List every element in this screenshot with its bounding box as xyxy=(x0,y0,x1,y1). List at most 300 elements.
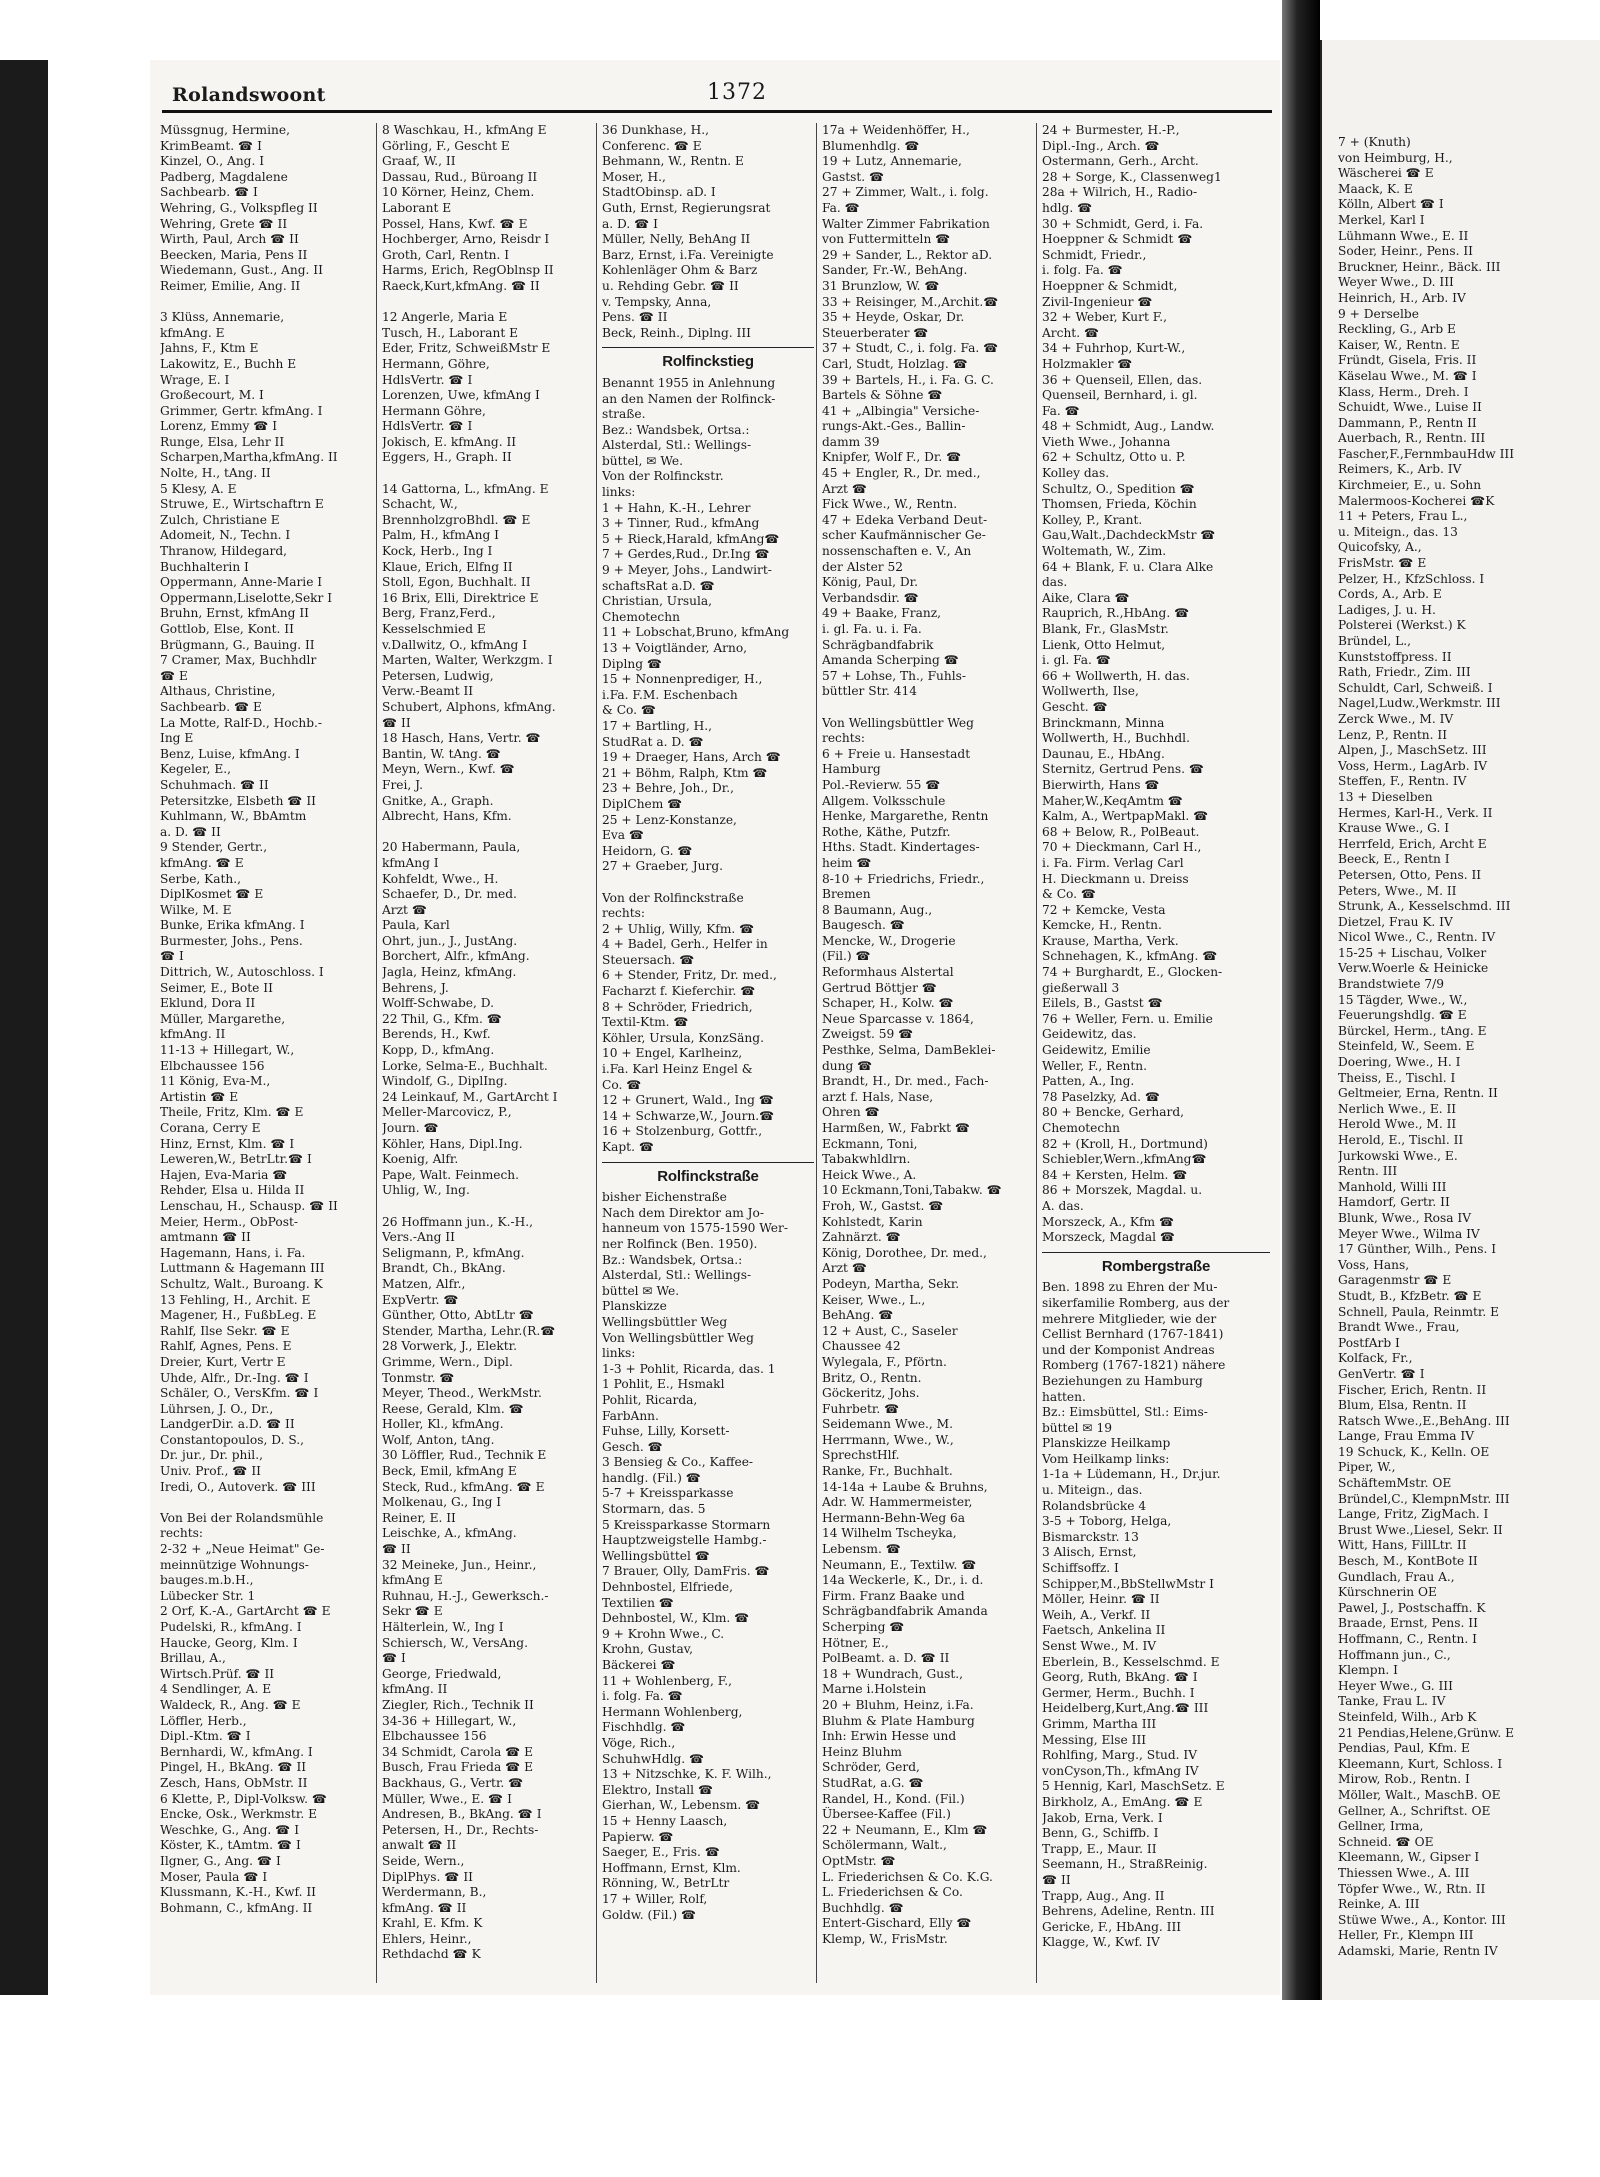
directory-line: Archt. ☎ xyxy=(1042,325,1100,340)
directory-line: Elektro, Install ☎ xyxy=(602,1782,714,1797)
directory-line: DiplPhys. ☎ II xyxy=(382,1869,473,1884)
directory-line: anwalt ☎ II xyxy=(382,1838,457,1853)
directory-line: Beeck, E., Rentn I xyxy=(1338,852,1450,867)
directory-line: Wolf, Anton, tAng. xyxy=(382,1432,495,1447)
directory-line: Rehder, Elsa u. Hilda II xyxy=(160,1183,305,1198)
directory-line: Eggers, H., Graph. II xyxy=(382,450,512,465)
directory-line: Rahlf, Ilse Sekr. ☎ E xyxy=(160,1323,290,1338)
directory-line: Schultz, Walt., Buroang. K xyxy=(160,1276,323,1291)
directory-line xyxy=(822,700,1034,716)
directory-line: Behrens, Adeline, Rentn. III xyxy=(1042,1904,1215,1919)
directory-line: Saeger, E., Fris. ☎ xyxy=(602,1845,720,1860)
directory-line: Berg, Franz,Ferd., xyxy=(382,606,496,621)
directory-line: 36 + Quenseil, Ellen, das. xyxy=(1042,372,1203,387)
directory-line: Krause, Martha, Verk. xyxy=(1042,933,1179,948)
facing-page xyxy=(1320,40,1600,2000)
directory-line: Theiss, E., Tischl. I xyxy=(1338,1070,1456,1085)
directory-line: Molkenau, G., Ing I xyxy=(382,1495,502,1510)
directory-line: Ohren ☎ xyxy=(822,1105,880,1120)
directory-line: Krohn, Gustav, xyxy=(602,1642,694,1657)
book-spine xyxy=(1282,0,1320,2000)
column-5 xyxy=(1042,123,1270,1951)
directory-line: Kaiser, W., Rentn. E xyxy=(1338,337,1460,352)
directory-line: L. Friederichsen & Co. xyxy=(822,1885,963,1900)
directory-line: Herrmann, Wwe., W., xyxy=(822,1432,954,1447)
directory-line: Jakob, Erna, Verk. I xyxy=(1042,1810,1163,1825)
directory-line: Hoffmann, Ernst, Klm. xyxy=(602,1860,741,1875)
directory-line: Bäckerei ☎ xyxy=(602,1658,676,1672)
directory-line: 24 Leinkauf, M., GartArcht I xyxy=(382,1089,558,1104)
directory-line: 18 Hasch, Hans, Vertr. ☎ xyxy=(382,731,541,746)
directory-line: Heller, Fr., Klempn III xyxy=(1338,1928,1474,1943)
directory-line: v.Dallwitz, O., kfmAng I xyxy=(382,637,528,652)
directory-line: 41 + „Albingia" Versiche- xyxy=(822,403,980,418)
directory-line: büttler Str. 414 xyxy=(822,684,917,699)
directory-line: Müller, Margarethe, xyxy=(160,1011,286,1026)
directory-line: Georg, Ruth, BkAng. ☎ I xyxy=(1042,1670,1198,1685)
directory-line: büttel, ✉ We. xyxy=(602,453,684,468)
directory-line: Backhaus, G., Vertr. ☎ xyxy=(382,1775,524,1790)
directory-line: Tabakwhldlrn. xyxy=(822,1152,911,1167)
directory-line: Hinz, Ernst, Klm. ☎ I xyxy=(160,1136,295,1151)
directory-line: FarbAnn. xyxy=(602,1408,659,1423)
directory-line: Rothe, Käthe, Putzfr. xyxy=(822,824,951,839)
directory-line xyxy=(382,466,594,482)
directory-line: 17 + Bartling, H., xyxy=(602,718,712,733)
directory-line: Von Bei der Rolandsmühle xyxy=(160,1510,324,1525)
directory-line: Kohlstedt, Karin xyxy=(822,1214,923,1229)
directory-line: Manhold, Willi III xyxy=(1338,1179,1447,1194)
directory-line: 1 Pohlit, E., Hsmakl xyxy=(602,1377,725,1392)
column-rule xyxy=(376,123,377,1983)
directory-line: Von Wellingsbüttler Weg xyxy=(822,715,974,730)
directory-line: Theile, Fritz, Klm. ☎ E xyxy=(160,1105,304,1120)
directory-line: Diplng ☎ xyxy=(602,656,663,671)
directory-line: Vom Heilkamp links: xyxy=(1042,1451,1170,1466)
column-1 xyxy=(160,123,374,1916)
directory-line: Heidelberg,Kurt,Ang.☎ III xyxy=(1042,1701,1209,1716)
directory-line: 70 + Dieckmann, Carl H., xyxy=(1042,840,1202,855)
directory-line: Matzen, Alfr., xyxy=(382,1276,466,1291)
directory-line: 7 Brauer, Olly, DamFris. ☎ xyxy=(602,1564,770,1579)
directory-line: 34 Schmidt, Carola ☎ E xyxy=(382,1744,534,1759)
directory-line: Albrecht, Hans, Kfm. xyxy=(382,809,512,824)
directory-line: Werdermann, B., xyxy=(382,1885,487,1900)
directory-line: Meller-Marcovicz, P., xyxy=(382,1105,512,1120)
directory-line: 19 Schuck, K., Kelln. OE xyxy=(1338,1444,1490,1459)
directory-line: kfmAng. II xyxy=(160,1027,226,1042)
directory-line: Leischke, A., kfmAng. xyxy=(382,1526,517,1541)
directory-line: Rath, Friedr., Zim. III xyxy=(1338,665,1471,680)
directory-line: meinnützige Wohnungs- xyxy=(160,1557,309,1572)
directory-line: Seimer, E., Bote II xyxy=(160,980,273,995)
directory-line: 15 + Nonnenprediger, H., xyxy=(602,672,763,687)
directory-line: 8 Baumann, Aug., xyxy=(822,902,933,917)
directory-line: Fa. ☎ xyxy=(822,200,860,215)
directory-line: Heinz Bluhm xyxy=(822,1744,902,1759)
directory-line: heim ☎ xyxy=(822,855,872,870)
directory-line: 21 Pendias,Helene,Grünw. E xyxy=(1338,1725,1514,1740)
directory-line: H. Dieckmann u. Dreiss xyxy=(1042,871,1189,886)
directory-line: Heick Wwe., A. xyxy=(822,1167,917,1182)
directory-line: Christian, Ursula, xyxy=(602,594,713,609)
directory-line: Kalm, A., WertpapMakl. ☎ xyxy=(1042,809,1209,824)
directory-line: Keiser, Wwe., L., xyxy=(822,1292,926,1307)
directory-line: Artistin ☎ E xyxy=(160,1089,239,1104)
directory-line: Hamburg xyxy=(822,762,881,777)
directory-line: PostfArb I xyxy=(1338,1335,1400,1350)
directory-line: 30 + Schmidt, Gerd, i. Fa. xyxy=(1042,216,1204,231)
directory-line: Lienk, Otto Helmut, xyxy=(1042,637,1166,652)
directory-line: 34 + Fuhrhop, Kurt-W., xyxy=(1042,341,1186,356)
directory-line: Meyer Wwe., Wilma IV xyxy=(1338,1226,1480,1241)
directory-line: rechts: xyxy=(822,731,865,746)
directory-line: 11 König, Eva-M., xyxy=(160,1074,271,1089)
directory-line: Journ. ☎ xyxy=(382,1121,439,1135)
directory-line: 10 + Engel, Karlheinz, xyxy=(602,1046,743,1061)
directory-line: 14a Weckerle, K., Dr., i. d. xyxy=(822,1573,984,1588)
directory-line: Kopp, D., kfmAng. xyxy=(382,1043,495,1058)
directory-line: 80 + Bencke, Gerhard, xyxy=(1042,1105,1185,1120)
directory-line: 13 Fehling, H., Archit. E xyxy=(160,1292,311,1307)
directory-line: Garagenmstr ☎ E xyxy=(1338,1273,1452,1288)
directory-line: Adomeit, N., Techn. I xyxy=(160,528,291,543)
directory-line: Kleemann, Kurt, Schloss. I xyxy=(1338,1756,1503,1771)
directory-line: 29 + Sander, L., Rektor aD. xyxy=(822,247,993,262)
directory-line: Thomsen, Frieda, Köchin xyxy=(1042,497,1197,512)
directory-line: Göckeritz, Johs. xyxy=(822,1386,920,1401)
directory-line: Dehnbostel, Elfriede, xyxy=(602,1580,733,1595)
directory-line: & Co. ☎ xyxy=(1042,887,1097,902)
directory-line: Jurkowski Wwe., E. xyxy=(1338,1148,1458,1163)
directory-line: 78 Paselzky, Ad. ☎ xyxy=(1042,1089,1161,1104)
directory-line: Maher,W.,KeqAmtm ☎ xyxy=(1042,793,1183,808)
directory-line: Ben. 1898 zu Ehren der Mu- xyxy=(1042,1280,1218,1295)
directory-line: kfmAng. E xyxy=(160,325,225,340)
directory-line: Cords, A., Arb. E xyxy=(1338,587,1442,602)
directory-line: Bründel, L., xyxy=(1338,634,1411,648)
directory-line: 25 + Lenz-Konstanze, xyxy=(602,812,737,827)
directory-line: Windolf, G., DiplIng. xyxy=(382,1074,508,1089)
directory-line: Bluhm & Plate Hamburg xyxy=(822,1713,975,1728)
directory-line: Müller, Nelly, BehAng II xyxy=(602,232,751,247)
directory-line: i.Fa. F.M. Eschenbach xyxy=(602,687,738,702)
directory-line: 13 + Nitzschke, K. F. Wilh., xyxy=(602,1767,772,1782)
directory-line: Wirth, Paul, Arch ☎ II xyxy=(160,232,299,247)
directory-line: Chemotechn xyxy=(1042,1121,1120,1135)
directory-line: Bremen xyxy=(822,887,871,902)
directory-line: 47 + Edeka Verband Deut- xyxy=(822,512,988,527)
directory-line: Reimers, K., Arb. IV xyxy=(1338,462,1462,477)
directory-line: Trapp, Aug., Ang. II xyxy=(1042,1888,1165,1903)
directory-line: Lühmann Wwe., E. II xyxy=(1338,228,1469,243)
column-3 xyxy=(602,123,814,1923)
directory-line: Wiedemann, Gust., Ang. II xyxy=(160,263,323,278)
directory-line: Geidewitz, Emilie xyxy=(1042,1043,1151,1058)
directory-line: Beziehungen zu Hamburg xyxy=(1042,1373,1203,1388)
directory-line: i. folg. Fa. ☎ xyxy=(1042,263,1123,278)
directory-line: straße. xyxy=(602,407,646,422)
directory-line: Gesch. ☎ xyxy=(602,1439,663,1454)
directory-line: Brandt, H., Dr. med., Fach- xyxy=(822,1074,989,1089)
directory-line: Hermann, Göhre, xyxy=(382,356,490,371)
directory-line: Corana, Cerry E xyxy=(160,1121,261,1135)
directory-line: Schrägbandfabrik xyxy=(822,637,934,652)
directory-line: Bernhardi, W., kfmAng. I xyxy=(160,1744,313,1759)
directory-line: Klaue, Erich, Elfng II xyxy=(382,559,513,574)
directory-line: (Fil.) ☎ xyxy=(822,949,871,964)
directory-line: 24 + Burmester, H.-P., xyxy=(1042,123,1180,137)
directory-line: 39 + Bartels, H., i. Fa. G. C. xyxy=(822,372,994,387)
directory-line: Palm, H., kfmAng I xyxy=(382,528,499,543)
directory-line: 31 Brunzlow, W. ☎ xyxy=(822,278,940,293)
directory-line: PolBeamt. a. D. ☎ II xyxy=(822,1651,950,1666)
directory-line: Thiessen Wwe., A. III xyxy=(1338,1865,1470,1880)
directory-line: 10 Körner, Heinz, Chem. xyxy=(382,185,535,200)
directory-line: Raeck,Kurt,kfmAng. ☎ II xyxy=(382,278,540,293)
directory-line: Blank, Fr., GlasMstr. xyxy=(1042,622,1169,636)
directory-line: 14 Wilhelm Tscheyka, xyxy=(822,1526,957,1541)
directory-line: Schubert, Alphons, kfmAng. xyxy=(382,699,556,714)
directory-line: 8-10 + Friedrichs, Friedr., xyxy=(822,871,985,886)
directory-line: a. D. ☎ II xyxy=(160,824,221,839)
directory-line: amtmann ☎ II xyxy=(160,1230,251,1245)
directory-line: 5 Klesy, A. E xyxy=(160,481,237,496)
directory-line: Hajen, Eva-Maria ☎ xyxy=(160,1167,288,1182)
directory-line: Kirchmeier, E., u. Sohn xyxy=(1338,478,1482,493)
directory-line: 15-25 + Lischau, Volker xyxy=(1338,945,1487,960)
directory-line: Uhlig, W., Ing. xyxy=(382,1183,470,1198)
directory-line: Sachbearb. ☎ I xyxy=(160,185,258,200)
directory-line: Schaefer, D., Dr. med. xyxy=(382,887,517,902)
directory-line: scher Kaufmännischer Ge- xyxy=(822,528,986,543)
directory-line: Jahns, F., Ktm E xyxy=(160,341,259,356)
directory-line: Koenig, Alfr. xyxy=(382,1152,459,1167)
directory-line: u. Miteign., das. 13 xyxy=(1338,524,1458,539)
directory-line: 1-3 + Pohlit, Ricarda, das. 1 xyxy=(602,1361,776,1376)
directory-line: Britz, O., Rentn. xyxy=(822,1370,922,1385)
directory-line: Maack, K. E xyxy=(1338,181,1413,196)
directory-line: i. folg. Fa. ☎ xyxy=(602,1689,683,1704)
directory-line: Lange, Frau Emma IV xyxy=(1338,1429,1475,1444)
directory-line: Fuhrbetr. ☎ xyxy=(822,1401,900,1416)
directory-line: Sander, Fr.-W., BehAng. xyxy=(822,263,968,278)
directory-line: 1 + Hahn, K.-H., Lehrer xyxy=(602,500,751,515)
directory-line xyxy=(602,875,814,891)
directory-line: 21 + Böhm, Ralph, Ktm ☎ xyxy=(602,765,768,780)
directory-line: 19 + Draeger, Hans, Arch ☎ xyxy=(602,750,781,765)
directory-line: DiplKosmet ☎ E xyxy=(160,887,264,902)
directory-line: Bunke, Erika kfmAng. I xyxy=(160,918,305,933)
directory-line: Jagla, Heinz, kfmAng. xyxy=(382,965,517,980)
directory-line: rechts: xyxy=(160,1526,203,1541)
directory-line: Univ. Prof., ☎ II xyxy=(160,1464,261,1479)
directory-line: Von Wellingsbüttler Weg xyxy=(602,1330,754,1345)
directory-line: Reinke, A. III xyxy=(1338,1897,1420,1912)
directory-line: Arzt ☎ xyxy=(382,902,428,917)
directory-line: Hamdorf, Gertr. II xyxy=(1338,1195,1450,1210)
directory-line: 14-14a + Laube & Bruhns, xyxy=(822,1479,988,1494)
column-rule xyxy=(816,123,817,1983)
directory-line: Wellingsbüttler Weg xyxy=(602,1314,728,1329)
directory-line: 49 + Baake, Franz, xyxy=(822,606,941,621)
directory-line: Groth, Carl, Rentn. I xyxy=(382,247,510,262)
facing-page-column xyxy=(1338,135,1598,1959)
directory-line: Ilgner, G., Ang. ☎ I xyxy=(160,1853,281,1868)
directory-line: 3 Klüss, Annemarie, xyxy=(160,310,285,325)
column-2 xyxy=(382,123,594,1963)
directory-line: Peters, Wwe., M. II xyxy=(1338,883,1457,898)
directory-line: 17 + Willer, Rolf, xyxy=(602,1891,708,1906)
directory-line: Stormarn, das. 5 xyxy=(602,1502,706,1517)
directory-line: Hoffmann jun., C., xyxy=(1338,1647,1451,1662)
directory-line: Althaus, Christine, xyxy=(160,684,276,699)
directory-line: Pendias, Paul, Kfm. E xyxy=(1338,1741,1470,1756)
directory-line: Alsterdal, Stl.: Wellings- xyxy=(602,438,752,453)
directory-line: 4 Sendlinger, A. E xyxy=(160,1682,272,1697)
directory-line: Arzt ☎ xyxy=(822,481,868,496)
directory-line: Ing E xyxy=(160,731,194,746)
directory-line: Buchhdlg. ☎ xyxy=(822,1900,904,1915)
directory-line: 11 + Peters, Frau L., xyxy=(1338,509,1468,524)
directory-line: Petersen, Ludwig, xyxy=(382,668,494,683)
directory-line: Weyer Wwe., D. III xyxy=(1338,275,1454,290)
directory-line: Schuhmach. ☎ II xyxy=(160,777,269,792)
directory-line: Bruhn, Ernst, kfmAng II xyxy=(160,606,309,621)
page-header xyxy=(162,80,1270,110)
directory-line: 6 Klette, P., Dipl-Volksw. ☎ xyxy=(160,1791,328,1806)
directory-line: Krahl, E. Kfm. K xyxy=(382,1916,483,1931)
directory-line: Eklund, Dora II xyxy=(160,996,256,1011)
directory-line: Löffler, Herb., xyxy=(160,1713,247,1728)
directory-line: Pape, Walt. Feinmech. xyxy=(382,1167,520,1182)
directory-line: Hötner, E., xyxy=(822,1635,889,1650)
directory-line: 8 Waschkau, H., kfmAng E xyxy=(382,123,547,137)
directory-line: Kegeler, E., xyxy=(160,762,231,777)
directory-line: Wehring, G., Volkspfleg II xyxy=(160,200,318,215)
directory-line: La Motte, Ralf-D., Hochb.- xyxy=(160,715,323,730)
directory-line: Weih, A., Verkf. II xyxy=(1042,1607,1151,1622)
directory-line: Grimme, Wern., Dipl. xyxy=(382,1354,513,1369)
directory-line: Schuidt, Wwe., Luise II xyxy=(1338,400,1482,415)
directory-line: Gescht. ☎ xyxy=(1042,699,1108,714)
directory-line: 84 + Kersten, Helm. ☎ xyxy=(1042,1167,1188,1182)
directory-line: Brillau, A., xyxy=(160,1651,226,1666)
directory-line: Kuhlmann, W., BbAmtm xyxy=(160,809,307,824)
directory-line: hdlg. ☎ xyxy=(1042,200,1093,215)
directory-line: 5 Kreissparkasse Stormarn xyxy=(602,1517,771,1532)
directory-line: Andresen, B., BkAng. ☎ I xyxy=(382,1807,542,1822)
directory-line: Klempn. I xyxy=(1338,1663,1398,1678)
directory-line: Dietzel, Frau K. IV xyxy=(1338,914,1453,929)
directory-line: 36 Dunkhase, H., xyxy=(602,123,709,137)
directory-line: Gastst. ☎ xyxy=(822,169,885,184)
directory-line: Brinckmann, Minna xyxy=(1042,715,1165,730)
directory-line: Schnehagen, K., kfmAng. ☎ xyxy=(1042,949,1218,964)
directory-line: Stender, Martha, Lehr.(R.☎ xyxy=(382,1323,556,1338)
directory-line: Stoll, Egon, Buchhalt. II xyxy=(382,575,531,590)
directory-line: kfmAng E xyxy=(382,1573,443,1588)
directory-line: 45 + Engler, R., Dr. med., xyxy=(822,466,981,481)
directory-line: 28a + Wilrich, H., Radio- xyxy=(1042,185,1198,200)
directory-line: schaftsRat a.D. ☎ xyxy=(602,578,715,593)
directory-line: ExpVertr. ☎ xyxy=(382,1292,459,1307)
directory-line: 14 Gattorna, L., kfmAng. E xyxy=(382,481,549,496)
directory-line: Seide, Wern., xyxy=(382,1853,465,1868)
directory-line: 1-1a + Lüdemann, H., Dr.jur. xyxy=(1042,1467,1221,1482)
directory-line: Harmßen, W., Fabrkt ☎ xyxy=(822,1121,971,1135)
directory-line: Goldw. (Fil.) ☎ xyxy=(602,1907,697,1922)
directory-line: dung ☎ xyxy=(822,1058,873,1073)
directory-line: Schmidt, Friedr., xyxy=(1042,247,1147,262)
directory-line: 62 + Schultz, Otto u. P. xyxy=(1042,450,1186,465)
directory-line: Arzt ☎ xyxy=(822,1261,868,1276)
directory-line: Reckling, G., Arb E xyxy=(1338,322,1456,337)
directory-line: 15 + Henny Laasch, xyxy=(602,1813,728,1828)
directory-line: Thranow, Hildegard, xyxy=(160,544,287,559)
directory-line: Seligmann, P., kfmAng. xyxy=(382,1245,525,1260)
directory-line: Schrägbandfabrik Amanda xyxy=(822,1604,988,1619)
directory-line: Lakowitz, E., Buchh E xyxy=(160,356,297,371)
directory-line: gießerwall 3 xyxy=(1042,980,1120,995)
directory-line: Gellner, A., Schriftst. OE xyxy=(1338,1803,1491,1818)
directory-line: 12 + Aust, C., Saseler xyxy=(822,1323,958,1338)
directory-line: Harms, Erich, RegOblnsp II xyxy=(382,263,554,278)
directory-line: Hoffmann, C., Rentn. I xyxy=(1338,1632,1477,1646)
directory-line: Pol.-Revierw. 55 ☎ xyxy=(822,777,941,792)
directory-line: Padberg, Magdalene xyxy=(160,169,288,184)
directory-line: Vöge, Rich., xyxy=(602,1735,676,1750)
directory-line: Dammann, P., Rentn II xyxy=(1338,415,1477,430)
directory-line: 5 + Rieck,Harald, kfmAng☎ xyxy=(602,531,780,546)
directory-line: i. Fa. Firm. Verlag Carl xyxy=(1042,855,1184,870)
directory-line: Hths. Stadt. Kindertages- xyxy=(822,840,980,855)
directory-line: hanneum von 1575-1590 Wer- xyxy=(602,1221,788,1236)
directory-line: Pingel, H., BkAng. ☎ II xyxy=(160,1760,307,1775)
directory-line: Dittrich, W., Autoschloss. I xyxy=(160,965,324,980)
directory-line: 22 Thil, G., Kfm. ☎ xyxy=(382,1011,502,1026)
directory-line: Dreier, Kurt, Vertr E xyxy=(160,1354,286,1369)
directory-line: ☎ I xyxy=(382,1651,406,1666)
directory-line: Seidemann Wwe., M. xyxy=(822,1417,954,1432)
directory-line: Zahnärzt. ☎ xyxy=(822,1230,901,1245)
running-head: Rolandswoont xyxy=(172,84,326,106)
directory-line: Behmann, W., Rentn. E xyxy=(602,154,744,169)
directory-line: Bruckner, Heinr., Bäck. III xyxy=(1338,259,1501,274)
directory-line: Pelzer, H., KfzSchloss. I xyxy=(1338,571,1485,586)
directory-line: Kock, Herb., Ing I xyxy=(382,544,493,559)
directory-line: Gau,Walt.,DachdeckMstr ☎ xyxy=(1042,528,1216,543)
directory-line: Co. ☎ xyxy=(602,1077,642,1092)
directory-line: Heyer Wwe., G. III xyxy=(1338,1678,1453,1693)
directory-line: Schneid. ☎ OE xyxy=(1338,1834,1434,1849)
directory-line: Steuersach. ☎ xyxy=(602,952,695,967)
directory-line: Dehnbostel, W., Klm. ☎ xyxy=(602,1611,750,1626)
directory-line: v. Tempsky, Anna, xyxy=(602,294,712,309)
directory-line: Herold, E., Tischl. II xyxy=(1338,1133,1464,1147)
directory-line: und der Komponist Andreas xyxy=(1042,1342,1215,1357)
directory-line: Eckmann, Toni, xyxy=(822,1136,918,1151)
directory-line: Allgem. Volksschule xyxy=(822,793,946,808)
directory-line: Reiner, E. II xyxy=(382,1510,456,1525)
directory-line: Nerlich Wwe., E. II xyxy=(1338,1101,1457,1116)
directory-line: BehAng. ☎ xyxy=(822,1308,894,1323)
directory-line: Holzmakler ☎ xyxy=(1042,356,1133,371)
directory-line: Adamski, Marie, Rentn IV xyxy=(1338,1943,1498,1958)
directory-line: 32 + Weber, Kurt F., xyxy=(1042,310,1168,325)
directory-line: Petersen, Otto, Pens. II xyxy=(1338,867,1482,882)
directory-line: 2 + Uhlig, Willy, Kfm. ☎ xyxy=(602,921,755,936)
